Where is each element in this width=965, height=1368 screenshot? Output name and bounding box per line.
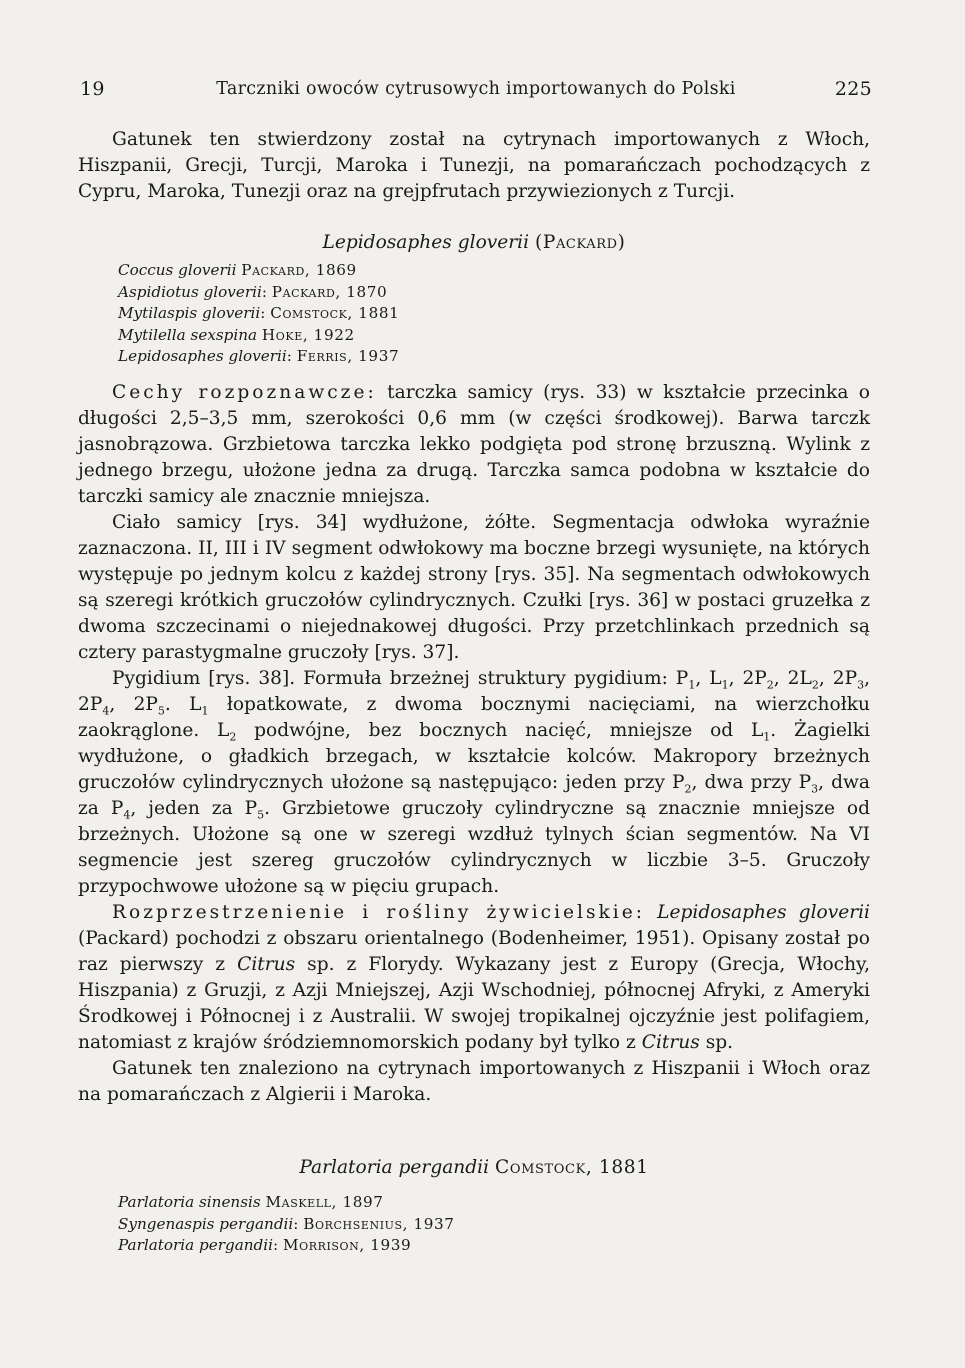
running-title: Tarczniki owoców cytrusowych importowanych do Polski [216, 79, 736, 99]
section-number: 19 [80, 78, 105, 100]
running-header [80, 78, 872, 106]
species-author: Comstock, 1881 [495, 1157, 649, 1178]
body-paragraph: Ciało samicy [rys. 34] wydłużone, żółte. Segmentacja odwłoka wyraźnie zaznaczona. II, III i IV segment odwłokowy ma boczne brzegi wysunięte, na których występuje po jednym kolcu z każdej strony [rys. 35]. Na segmentach odwłokowych są szeregi krótkich gruczołów cylindrycznych. Czułki [rys. 36] w postaci gruzełka z dwoma szczecinami o niejednakowej długości. Przy przetchlinkach przednich są cztery parastygmalne gruczoły [rys. 37]. [78, 512, 870, 663]
distribution-label: Rozprzestrzenienie i rośliny żywicielskie: [112, 902, 646, 923]
species-heading-2 [78, 1155, 870, 1181]
text-block-2 [78, 380, 870, 1108]
synonym-item: Aspidiotus gloverii: Packard, 1870 [118, 282, 388, 301]
synonym-item: Coccus gloverii Packard, 1869 [118, 261, 357, 279]
synonym-list-1 [78, 260, 910, 368]
final-paragraph: Gatunek ten znaleziono na cytrynach importowanych z Hiszpanii i Włoch oraz na pomarańczach z Algierii i Maroka. [78, 1058, 870, 1105]
species-author: (Packard) [534, 232, 626, 253]
species-heading-1 [78, 230, 870, 256]
synonym-item: Parlatoria sinensis Maskell, 1897 [118, 1193, 384, 1211]
synonym-list-2 [78, 1192, 910, 1257]
text-block-1 [78, 127, 870, 205]
features-paragraph: Cechy rozpoznawcze: tarczka samicy (rys. 33) w kształcie przecinka o długości 2,5–3,5 mm, szerokości 0,6 mm (w części środkowej). Barwa tarczk jasnobrązowa. Grzbietowa tarczka lekko podgięta pod stronę brzuszną. Wylink z jednego brzegu, ułożone jedna za drugą. Tarczka samca podobna w kształcie do tarczki samicy ale znacznie mniejsza. [78, 382, 870, 507]
distribution-paragraph: Rozprzestrzenienie i rośliny żywicielskie: Lepidosaphes gloverii (Packard) pochodzi z obszaru orientalnego (Bodenheimer, 1951). Opisany został po raz pierwszy z Citrus sp. z Florydy. Wykazany jest z Europy (Grecja, Włochy, Hiszpania) z Gruzji, z Azji Mniejszej, Azji Wschodniej, północnej Afryki, z Ameryki Środkowej i Północnej i z Australii. W swojej tropikalnej ojczyźnie jest polifagiem, natomiast z krajów śródziemnomorskich podany był tylko z Citrus sp. [78, 902, 870, 1053]
features-label: Cechy rozpoznawcze: [112, 382, 377, 403]
synonym-item: Mytilella sexspina Hoke, 1922 [118, 325, 355, 344]
pygidium-paragraph: Pygidium [rys. 38]. Formuła brzeżnej struktury pygidium: $P_1$, $L_1$, $2P_2$, $2L_2$, $2P_3$, $2P_4$, $2P_5$. $L_1$ łopatkowate, z dwoma bocznymi nacięciami, na wierzchołku zaokrąglone. $L_2$ podwójne, bez bocznych nacięć, mniejsze od $L_1$. Żagielki wydłużone, o gładkich brzegach, w kształcie kolców. Makropory brzeżnych gruczołów cylindrycznych ułożone są następująco: jeden przy $P_2$, dwa przy $P_3$, dwa za $P_4$, jeden za $P_5$. Grzbietowe gruczoły cylindryczne są znacznie mniejsze od brzeżnych. Ułożone są one w szeregi wzdłuż tylnych ścian segmentów. Na VI segmencie jest szereg gruczołów cylindrycznych w liczbie 3–5. Gruczoły przypochwowe ułożone są w pięciu grupach. [78, 668, 871, 897]
species-name: Lepidosaphes gloverii [322, 232, 530, 253]
intro-paragraph: Gatunek ten stwierdzony został na cytrynach importowanych z Włoch, Hiszpanii, Grecji, Turcji, Maroka i Tunezji, na pomarańczach pochodzących z Cypru, Maroka, Tunezji oraz na grejpfrutach przywiezionych z Turcji. [78, 129, 870, 202]
synonym-item: Lepidosaphes gloverii: Ferris, 1937 [118, 347, 400, 366]
species-name: Parlatoria pergandii [299, 1157, 490, 1178]
page-number: 225 [834, 78, 872, 100]
synonym-item: Mytilaspis gloverii: Comstock, 1881 [118, 304, 400, 323]
synonym-item: Syngenaspis pergandii: Borchsenius, 1937 [118, 1214, 455, 1233]
synonym-item: Parlatoria pergandii: Morrison, 1939 [118, 1236, 412, 1255]
